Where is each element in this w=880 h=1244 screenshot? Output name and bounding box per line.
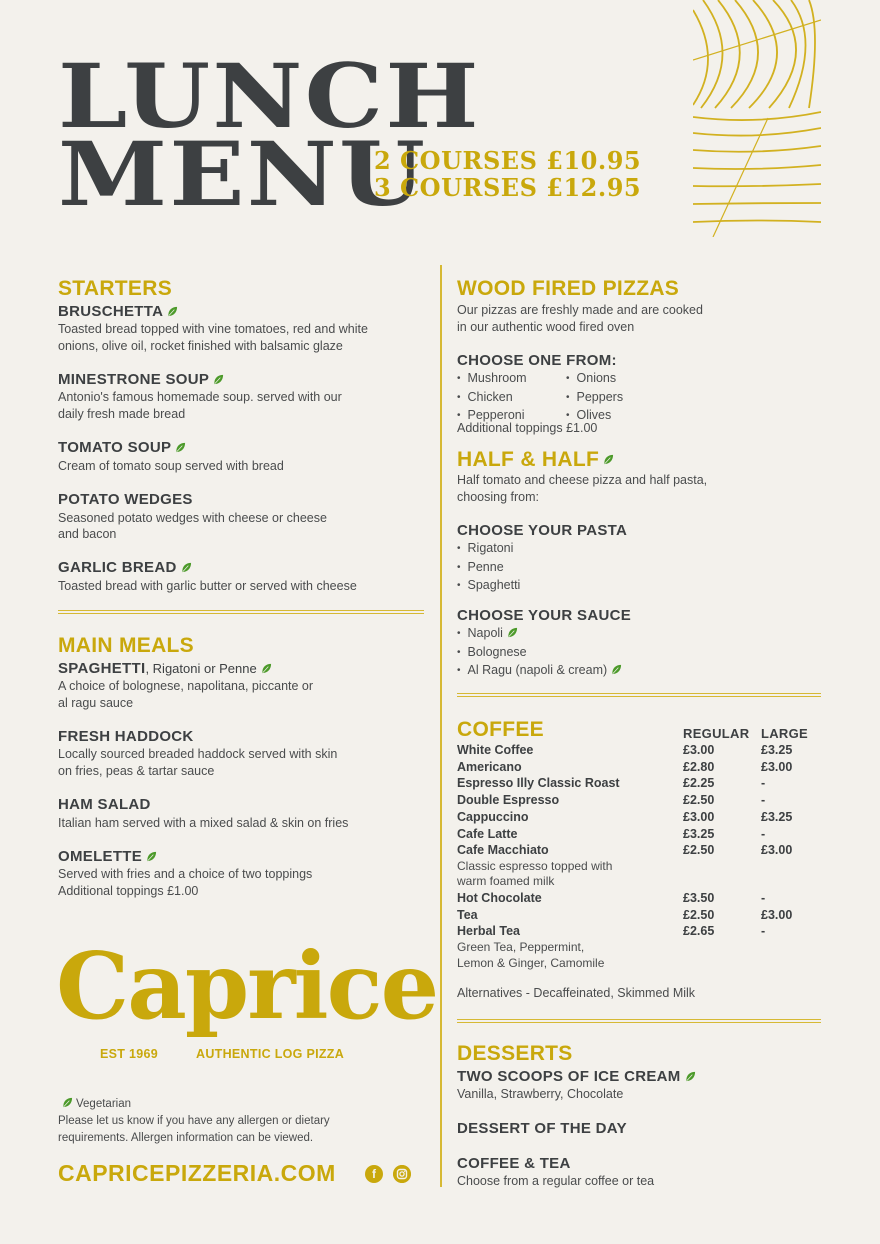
pasta-list bbox=[457, 540, 520, 596]
table-row: Cappuccino £3.00 £3.25 bbox=[457, 809, 793, 824]
vegetarian-leaf-icon bbox=[611, 664, 622, 675]
main-item-name: OMELETTE bbox=[58, 848, 157, 865]
list-item: • Onions bbox=[566, 370, 623, 389]
list-item: • Peppers bbox=[566, 389, 623, 408]
starter-item-desc: Seasoned potato wedges with cheese or cheese bbox=[58, 511, 327, 525]
dessert-item-name: DESSERT OF THE DAY bbox=[457, 1120, 627, 1137]
pizzas-title: WOOD FIRED PIZZAS bbox=[457, 277, 680, 300]
list-item: • Rigatoni bbox=[457, 540, 520, 559]
vegetarian-leaf-icon bbox=[213, 374, 224, 385]
table-row: Americano £2.80 £3.00 bbox=[457, 759, 793, 774]
coffee-note: Green Tea, Peppermint, bbox=[457, 940, 585, 955]
starter-item-name: GARLIC BREAD bbox=[58, 559, 192, 576]
list-item: • Napoli bbox=[457, 625, 622, 644]
logo-est: EST 1969 bbox=[100, 1047, 158, 1061]
pizzas-desc: in our authentic wood fired oven bbox=[457, 320, 635, 334]
allergen-note: Please let us know if you have any allergen or dietary bbox=[58, 1115, 330, 1127]
dessert-item-name: TWO SCOOPS OF ICE CREAM bbox=[457, 1068, 696, 1085]
dessert-item-desc: Choose from a regular coffee or tea bbox=[457, 1174, 655, 1188]
list-item: • Mushroom bbox=[457, 370, 527, 389]
main-item-desc: Additional toppings £1.00 bbox=[58, 884, 199, 898]
starter-item-name: MINESTRONE SOUP bbox=[58, 371, 224, 388]
dessert-item-desc: Vanilla, Strawberry, Chocolate bbox=[457, 1087, 624, 1101]
col-large: LARGE bbox=[761, 726, 808, 741]
facebook-icon[interactable]: f bbox=[365, 1165, 383, 1183]
vegetarian-leaf-icon bbox=[146, 851, 157, 862]
section-divider bbox=[457, 693, 821, 697]
half-half-title: HALF & HALF bbox=[457, 448, 614, 472]
main-meals-title: MAIN MEALS bbox=[58, 634, 194, 657]
starter-item-desc: Toasted bread with garlic butter or served with cheese bbox=[58, 579, 357, 593]
additional-toppings: Additional toppings £1.00 bbox=[457, 421, 598, 435]
main-item-desc: Locally sourced breaded haddock served with skin bbox=[58, 747, 338, 761]
main-item-desc: on fries, peas & tartar sauce bbox=[58, 764, 215, 778]
table-row: Double Espresso £2.50 - bbox=[457, 793, 766, 808]
main-item-name: FRESH HADDOCK bbox=[58, 728, 194, 745]
main-item-name: HAM SALAD bbox=[58, 796, 151, 813]
coffee-table bbox=[457, 742, 827, 971]
vegetarian-leaf-icon bbox=[175, 442, 186, 453]
starter-item-desc: onions, olive oil, rocket finished with balsamic glaze bbox=[58, 339, 343, 353]
list-item: • Spaghetti bbox=[457, 577, 520, 596]
starters-title: STARTERS bbox=[58, 277, 173, 300]
price-two-courses: 2 COURSES £10.95 bbox=[374, 146, 642, 175]
vegetarian-leaf-icon bbox=[167, 306, 178, 317]
starter-item-desc: daily fresh made bread bbox=[58, 407, 186, 421]
main-item-desc: A choice of bolognese, napolitana, piccante or bbox=[58, 679, 314, 693]
website-link[interactable]: CAPRICEPIZZERIA.COM bbox=[58, 1160, 336, 1186]
sauce-list bbox=[457, 625, 622, 681]
dessert-item-name: COFFEE & TEA bbox=[457, 1155, 571, 1172]
vegetarian-legend: Vegetarian bbox=[62, 1098, 131, 1110]
coffee-note: Lemon & Ginger, Camomile bbox=[457, 955, 605, 970]
main-item-desc: al ragu sauce bbox=[58, 696, 134, 710]
section-divider bbox=[457, 1019, 821, 1023]
topping-list bbox=[457, 370, 527, 426]
starter-item-desc: and bacon bbox=[58, 527, 117, 541]
topping-list bbox=[566, 370, 623, 426]
half-half-desc: Half tomato and cheese pizza and half pasta, bbox=[457, 473, 708, 487]
section-divider bbox=[58, 610, 424, 614]
table-row: Cafe Latte £3.25 - bbox=[457, 826, 766, 841]
pizzas-desc: Our pizzas are freshly made and are cooked bbox=[457, 303, 703, 317]
vegetarian-leaf-icon bbox=[62, 1097, 73, 1108]
list-item: • Al Ragu (napoli & cream) bbox=[457, 662, 622, 681]
list-item: • Pepperoni bbox=[457, 407, 527, 426]
price-three-courses: 3 COURSES £12.95 bbox=[374, 173, 642, 202]
coffee-note: warm foamed milk bbox=[457, 874, 555, 889]
main-item-desc: Served with fries and a choice of two toppings bbox=[58, 867, 313, 881]
title-lunch: LUNCH bbox=[58, 44, 481, 148]
choose-pasta-title: CHOOSE YOUR PASTA bbox=[457, 522, 628, 539]
starter-item-name: BRUSCHETTA bbox=[58, 303, 178, 320]
table-row: Cafe Macchiato £2.50 £3.00 bbox=[457, 843, 793, 858]
table-row: Herbal Tea £2.65 - bbox=[457, 924, 766, 939]
coffee-alternatives: Alternatives - Decaffeinated, Skimmed Milk bbox=[457, 986, 696, 1000]
list-item: • Bolognese bbox=[457, 644, 622, 663]
column-divider bbox=[440, 265, 442, 1187]
wood-rings-decoration bbox=[693, 0, 821, 237]
list-item: • Olives bbox=[566, 407, 623, 426]
title-menu: MENU bbox=[58, 122, 428, 226]
list-item: • Chicken bbox=[457, 389, 527, 408]
coffee-title: COFFEE bbox=[457, 718, 544, 741]
table-row: Tea £2.50 £3.00 bbox=[457, 907, 793, 922]
choose-one-title: CHOOSE ONE FROM: bbox=[457, 352, 617, 369]
starter-item-name: TOMATO SOUP bbox=[58, 439, 186, 456]
logo-tagline: AUTHENTIC LOG PIZZA bbox=[196, 1047, 345, 1061]
half-half-desc: choosing from: bbox=[457, 490, 539, 504]
starter-item-desc: Antonio's famous homemade soup. served with our bbox=[58, 390, 342, 404]
vegetarian-leaf-icon bbox=[507, 627, 518, 638]
list-item: • Penne bbox=[457, 559, 520, 578]
instagram-icon[interactable] bbox=[393, 1165, 411, 1183]
starter-item-desc: Cream of tomato soup served with bread bbox=[58, 459, 284, 473]
main-item-desc: Italian ham served with a mixed salad & skin on fries bbox=[58, 816, 349, 830]
desserts-title: DESSERTS bbox=[457, 1042, 573, 1065]
caprice-logo: Caprice bbox=[56, 932, 438, 1040]
main-item-name: SPAGHETTI, Rigatoni or Penne bbox=[58, 660, 272, 677]
col-regular: REGULAR bbox=[683, 726, 750, 741]
starter-item-name: POTATO WEDGES bbox=[58, 491, 193, 508]
table-row: White Coffee £3.00 £3.25 bbox=[457, 743, 793, 757]
starter-item-desc: Toasted bread topped with vine tomatoes, red and white bbox=[58, 322, 368, 336]
vegetarian-leaf-icon bbox=[261, 663, 272, 674]
allergen-note: requirements. Allergen information can be viewed. bbox=[58, 1132, 314, 1144]
table-row: Hot Chocolate £3.50 - bbox=[457, 890, 766, 905]
choose-sauce-title: CHOOSE YOUR SAUCE bbox=[457, 607, 632, 624]
vegetarian-leaf-icon bbox=[603, 454, 614, 465]
table-row: Espresso Illy Classic Roast £2.25 - bbox=[457, 776, 766, 791]
vegetarian-leaf-icon bbox=[685, 1071, 696, 1082]
vegetarian-leaf-icon bbox=[181, 562, 192, 573]
coffee-note: Classic espresso topped with bbox=[457, 858, 613, 873]
